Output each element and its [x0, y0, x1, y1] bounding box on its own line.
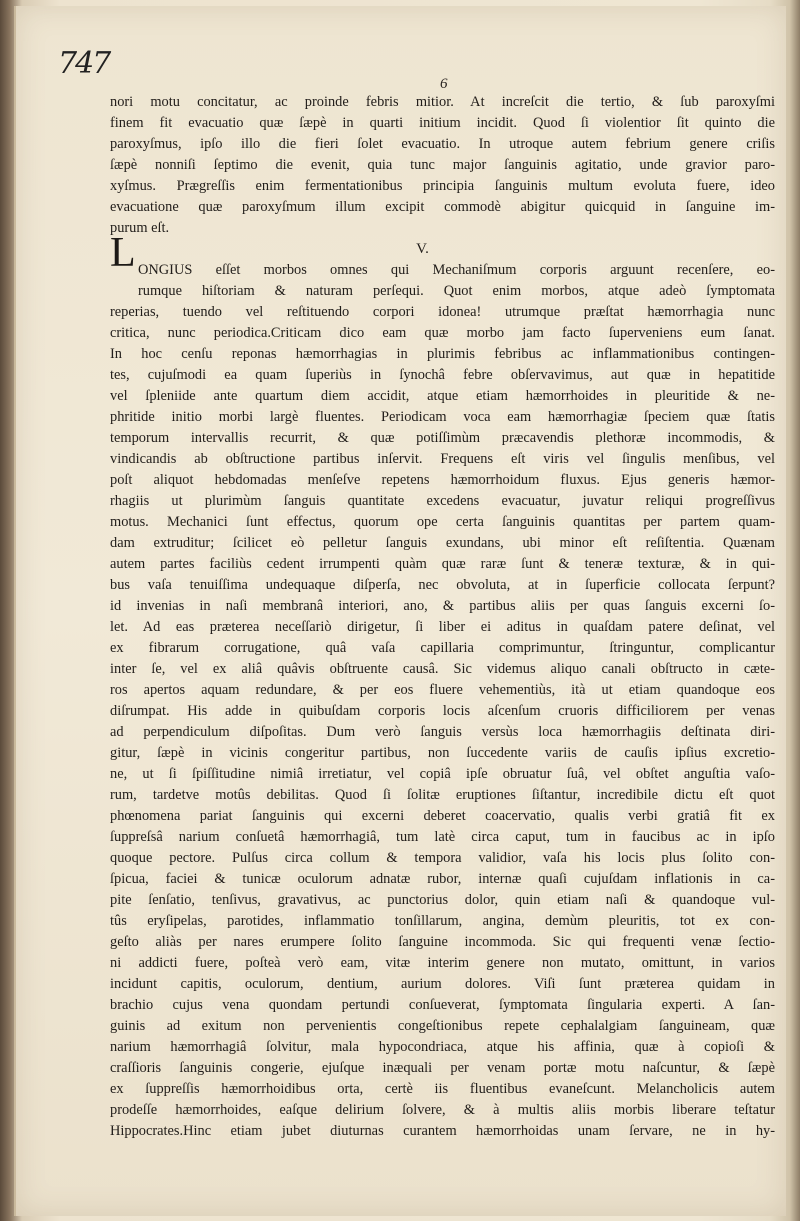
- text-line: motus. Mechanici ſunt effectus, quorum ope certa ſanguinis quantitas per partem quam-: [110, 514, 775, 530]
- text-line: diſrumpat. His adde in quibuſdam corporis locis aſcenſum cruoris difficiliorem per venas: [110, 703, 775, 719]
- text-line: prodeſſe hæmorrhoides, eaſque delirium ſolvere, & à multis aliis morbis liberare teſtatur: [110, 1102, 775, 1118]
- text-line: let. Ad eas præterea neceſſariò dirigetur, ſi liber ei aditus in quaſdam patere deſinat, vel: [110, 619, 775, 635]
- text-line: ros apertos aquam redundare, & per eos fluere vehementiùs, ità ut etiam quandoque eos: [110, 682, 775, 698]
- text-line: autem partes faciliùs cedent irrumpenti quàm quæ raræ ſunt & teneræ texturæ, & in qui-: [110, 556, 775, 572]
- text-line: ex ſuppreſſis hæmorrhoidibus orta, certè iis fluentibus evaneſcunt. Melancholicis autem: [110, 1081, 775, 1097]
- text-line: quoque pectore. Pulſus circa collum & tempora validior, vaſa his locis plus ſolito con-: [110, 850, 775, 866]
- text-line: dam extruditur; ſcilicet eò pelletur ſanguis exundans, ubi minor eſt reſiſtentia. Quænam: [110, 535, 775, 551]
- section-heading: V.: [416, 241, 429, 257]
- signature-mark: 6: [440, 76, 448, 92]
- text-line: phœnomena pariat ſanguinis qui excerni deberet coacervatio, qualis verbi gratiâ fit ex: [110, 808, 775, 824]
- text-line: ſpicua, faciei & tunicæ oculorum adnatæ rubor, internæ quaſi cujuſdam inflationis in ca-: [110, 871, 775, 887]
- drop-capital: L: [110, 230, 136, 276]
- text-line: tûs eryſipelas, parotides, inflammatio tonſillarum, angina, demùm pleuritis, tot ex con-: [110, 913, 775, 929]
- text-line: bus vaſa tenuiſſima undequaque diſperſa, nec obvoluta, at in ſuperficie collocata ſerpunt?: [110, 577, 775, 593]
- text-line: gitur, ſæpè in vicinis congeritur partibus, non ſuccedente variis de cauſis ipſius excretio-: [110, 745, 775, 761]
- text-block: [110, 92, 775, 1142]
- text-line: nori motu concitatur, ac proinde febris mitior. At increſcit die tertio, & ſub paroxyſmi: [110, 94, 775, 110]
- text-line: ad perpendiculum diſpoſitas. Dum verò ſanguis versùs loca hæmorrhagiis deſtinata diri-: [110, 724, 775, 740]
- text-line: tes, cujuſmodi ea quam ſuperiùs in ſynochâ febre obſervavimus, aut quæ in hepatitide: [110, 367, 775, 383]
- text-line: incidunt capitis, oculorum, dentium, aurium dolores. Viſi ſunt præterea quidam in: [110, 976, 775, 992]
- text-line: paroxyſmus, ipſo illo die fieri ſolet evacuatio. In utroque autem febrium genere criſis: [110, 136, 775, 152]
- text-line: evacuatione quæ paroxyſmum illum excipit commodè abigitur quicquid in ſanguine im-: [110, 199, 775, 215]
- text-line: critica, nunc periodica.Criticam dico eam quæ morbo jam facto ſuperveniens eum ſanat.: [110, 325, 775, 341]
- text-line: ni addicti fuere, poſteà verò eam, vitæ interim genere non mutato, omittunt, in varios: [110, 955, 775, 971]
- text-line: reperias, tuendo vel reſtituendo corpori idonea! utrumque præſtat hæmorrhagia nunc: [110, 304, 775, 320]
- text-line: rumque hiſtoriam & naturam perſequi. Quot enim morbos, atque adeò ſymptomata: [138, 283, 775, 299]
- text-line: ex fibrarum corrugatione, quâ vaſa capillaria comprimuntur, ſtringuntur, complicantur: [110, 640, 775, 656]
- paragraph-before: [110, 92, 775, 239]
- handwritten-folio-number: 747: [58, 46, 110, 81]
- text-line: ſæpè nonniſi ſeptimo die evenit, quia tunc major ſanguinis agitatio, unde gravior paro-: [110, 157, 775, 173]
- text-line: poſt aliquot hebdomadas menſeſve repetens hæmorrhoidum fluxus. Ejus generis hæmor-: [110, 472, 775, 488]
- text-line: ONGIUS eſſet morbos omnes qui Mechaniſmum corporis arguunt recenſere, eo-: [138, 262, 775, 278]
- text-line: temporum intervallis recurrit, & quæ potiſſimùm præcavendis plethoræ incommodis, &: [110, 430, 775, 446]
- paragraph-section-v: [110, 260, 775, 1142]
- text-line: brachio cujus vena quondam pertundi conſueverat, ſymptomata ſingularia experti. A ſan-: [110, 997, 775, 1013]
- text-line: phritide initio morbi largè fluentes. Periodicam voca eam hæmorrhagiæ ſpeciem quæ ſtatis: [110, 409, 775, 425]
- text-line: ſuppreſsâ narium conſuetâ hæmorrhagiâ, tum latè circa caput, tum in faucibus ac in ipſo: [110, 829, 775, 845]
- text-line: vindicandis ab obſtructione partibus inſervit. Frequens eſt viris vel ſingulis menſibus, vel: [110, 451, 775, 467]
- text-line: guinis ad exitum non pervenientis congeſtionibus repete cephalalgiam ſanguineam, quæ: [110, 1018, 775, 1034]
- text-line: rhagiis ut plurimùm ſanguis quantitate excedens evacuatur, juvatur reliqui progreſſivus: [110, 493, 775, 509]
- text-line: geſto aliàs per nares erumpere ſolito ſanguine incommoda. Sic qui frequenti venæ ſectio-: [110, 934, 775, 950]
- text-line: finem fit evacuatio quæ ſæpè in quarti initium incidit. Quod ſi violentior ſit quinto die: [110, 115, 775, 131]
- text-line: xyſmus. Prægreſſis enim fermentationibus principia ſanguinis multum evoluta fuere, ideo: [110, 178, 775, 194]
- text-line: ne, ut ſi ſpiſſitudine nimiâ irretiatur, vel copiâ ipſe obruatur ſuâ, vel obſtet anguſtia vaſo-: [110, 766, 775, 782]
- text-line: id invenias in naſi membranâ interiori, ano, & partibus aliis per quas ſanguis excerni ſo-: [110, 598, 775, 614]
- text-line: narium hæmorrhagiâ ſolvitur, mala hypocondriaca, atque his affinia, quæ à copioſi &: [110, 1039, 775, 1055]
- text-line: inter ſe, vel ex aliâ quâvis obſtruente causâ. Sic videmus aliquo canali obſtructo in cæte-: [110, 661, 775, 677]
- text-line: Hippocrates.Hinc etiam jubet diuturnas curantem hæmorrhoidas unam ſervare, ne in hy-: [110, 1123, 775, 1139]
- text-line: vel ſpleniide ante quartum diem accidit, atque etiam hæmorrhoides in pleuritide & ne-: [110, 388, 775, 404]
- text-line: craſſioris ſanguinis congerie, ejuſque inæquali per venam portæ motu naſcuntur, & ſæpè: [110, 1060, 775, 1076]
- text-line: In hoc cenſu reponas hæmorrhagias in plurimis febribus ac inflammationibus contingen-: [110, 346, 775, 362]
- text-line: pite ſenſatio, tenſivus, gravativus, ac punctorius dolor, quin etiam naſi & quandoque vul-: [110, 892, 775, 908]
- text-line: rum, tardetve motûs debilitas. Quod ſi ſolitæ eruptiones ſiſtantur, incredibile dictu eſt quot: [110, 787, 775, 803]
- text-line: purum eſt.: [110, 220, 170, 236]
